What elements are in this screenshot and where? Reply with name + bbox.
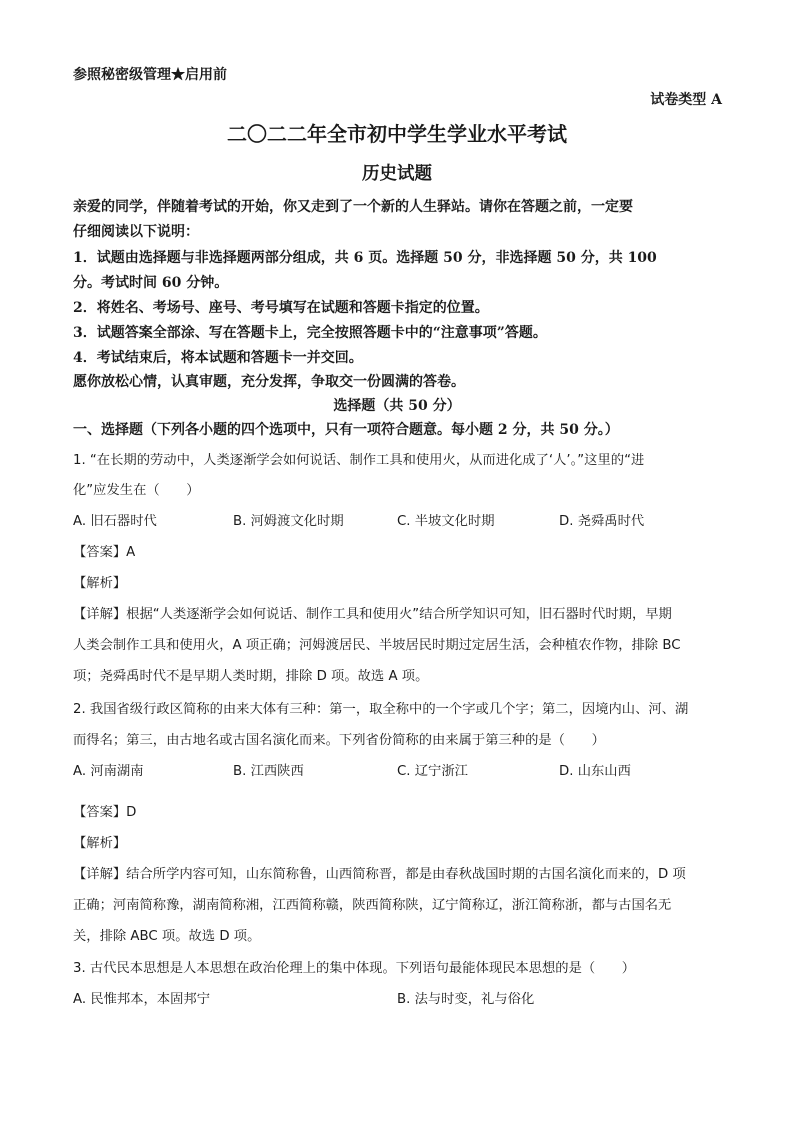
confidential-label: 参照秘密级管理★启用前 <box>73 67 227 83</box>
q2-option-c: C. 辽宁浙江 <box>397 764 468 779</box>
q2-answer: 【答案】D <box>73 805 137 820</box>
q2-option-d: D. 山东山西 <box>559 764 631 779</box>
exam-subtitle: 历史试题 <box>362 164 432 184</box>
q2-detail-2: 正确；河南简称豫，湖南简称湘，江西简称赣，陕西简称陕，辽宁简称辽，浙江简称浙，都与古国名无 <box>73 898 672 913</box>
rule-1b: 分。考试时间 60 分钟。 <box>73 275 229 291</box>
rule-1a: 1．试题由选择题与非选择题两部分组成，共 6 页。选择题 50 分，非选择题 50 分，共 100 <box>73 250 657 266</box>
section-title: 选择题（共 50 分） <box>333 398 461 414</box>
q1-detail-3: 项；尧舜禹时代不是早期人类时期，排除 D 项。故选 A 项。 <box>73 669 429 684</box>
q1-analysis: 【解析】 <box>73 576 127 591</box>
q1-option-b: B. 河姆渡文化时期 <box>233 514 344 529</box>
part-heading: 一、选择题（下列各小题的四个选项中，只有一项符合题意。每小题 2 分，共 50 分。） <box>73 422 619 438</box>
q2-stem-line-1: 2. 我国省级行政区简称的由来大体有三种：第一，取全称中的一个字或几个字；第二，因境内山、河、湖 <box>73 702 689 717</box>
q1-answer: 【答案】A <box>73 545 136 560</box>
q1-option-d: D. 尧舜禹时代 <box>559 514 645 529</box>
q1-stem-line-2: 化”应发生在（ ） <box>73 483 200 498</box>
wish-line: 愿你放松心情，认真审题，充分发挥，争取交一份圆满的答卷。 <box>73 374 465 390</box>
paper-type-label: 试卷类型 A <box>650 92 722 108</box>
intro-line-2: 仔细阅读以下说明： <box>73 224 199 240</box>
q3-stem-line-1: 3. 古代民本思想是人本思想在政治伦理上的集中体现。下列语句最能体现民本思想的是（ ） <box>73 961 636 976</box>
rule-4: 4．考试结束后，将本试题和答题卡一并交回。 <box>73 350 363 366</box>
q2-option-a: A. 河南湖南 <box>73 764 144 779</box>
q3-option-b: B. 法与时变，礼与俗化 <box>397 992 535 1007</box>
q1-option-a: A. 旧石器时代 <box>73 514 157 529</box>
q2-option-b: B. 江西陕西 <box>233 764 304 779</box>
q1-detail-2: 人类会制作工具和使用火，A 项正确；河姆渡居民、半坡居民时期过定居生活，会种植农作物，排除 BC <box>73 638 681 653</box>
rule-2: 2．将姓名、考场号、座号、考号填写在试题和答题卡指定的位置。 <box>73 300 489 316</box>
intro-line-1: 亲爱的同学，伴随着考试的开始，你又走到了一个新的人生驿站。请你在答题之前，一定要 <box>73 199 633 215</box>
q2-stem-line-2: 而得名；第三，由古地名或古国名演化而来。下列省份简称的由来属于第三种的是（ ） <box>73 733 605 748</box>
q3-option-a: A. 民惟邦本，本固邦宁 <box>73 992 210 1007</box>
rule-3: 3．试题答案全部涂、写在答题卡上，完全按照答题卡中的“注意事项”答题。 <box>73 325 547 341</box>
q1-detail-1: 【详解】根据“人类逐渐学会如何说话、制作工具和使用火”结合所学知识可知，旧石器时代时期，早期 <box>73 607 672 622</box>
q2-detail-3: 关，排除 ABC 项。故选 D 项。 <box>73 929 261 944</box>
exam-title: 二〇二二年全市初中学生学业水平考试 <box>227 122 567 146</box>
q1-option-c: C. 半坡文化时期 <box>397 514 495 529</box>
q1-stem-line-1: 1. “在长期的劳动中，人类逐渐学会如何说话、制作工具和使用火，从而进化成了‘人’。”这里的“进 <box>73 453 645 468</box>
q2-analysis: 【解析】 <box>73 836 127 851</box>
q2-detail-1: 【详解】结合所学内容可知，山东简称鲁，山西简称晋，都是由春秋战国时期的古国名演化而来的，D 项 <box>73 867 686 882</box>
